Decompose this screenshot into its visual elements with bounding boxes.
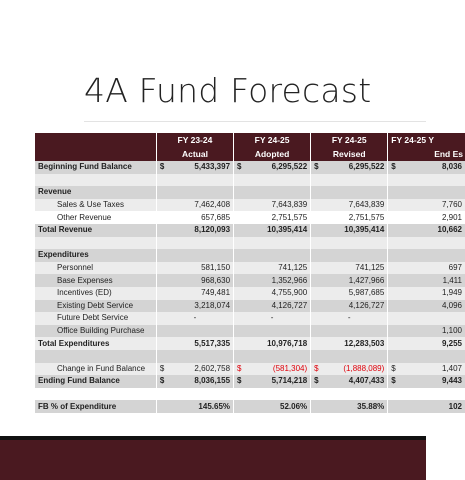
currency-symbol: $	[391, 363, 396, 373]
row-label: Total Expenditures	[35, 337, 156, 350]
value-cell-content	[160, 401, 230, 413]
header-cell: FY 24-25 Y	[388, 133, 465, 147]
cell-value: 1,949	[441, 288, 462, 298]
value-cell-content	[160, 212, 230, 224]
cell-value: 4,755,900	[271, 288, 308, 298]
currency-symbol: $	[237, 162, 242, 172]
table-row	[35, 312, 465, 325]
cell-value: 657,685	[201, 212, 231, 222]
value-cell	[234, 287, 311, 300]
value-cell-content	[237, 224, 307, 236]
value-cell-content	[391, 287, 462, 299]
cell-value: (1,888,089)	[343, 363, 385, 373]
header-cell	[35, 133, 156, 147]
currency-symbol: $	[391, 376, 396, 386]
value-cell	[388, 161, 465, 174]
value-cell	[234, 375, 311, 388]
table-row	[35, 274, 465, 287]
cell-value: 10,395,414	[344, 225, 385, 235]
row-label: Expenditures	[35, 249, 156, 262]
value-cell-content	[160, 224, 230, 236]
value-cell	[234, 199, 311, 212]
header-cell: Adopted	[234, 147, 311, 161]
value-cell	[234, 325, 311, 338]
table-row	[35, 337, 465, 350]
table-row	[35, 287, 465, 300]
value-cell-content	[391, 262, 462, 274]
value-cell	[388, 237, 465, 250]
value-cell	[388, 388, 465, 401]
cell-value: 3,218,074	[194, 300, 231, 310]
row-label: Office Building Purchase	[35, 325, 156, 338]
value-cell-content	[160, 363, 230, 375]
value-cell	[234, 300, 311, 313]
row-label	[35, 388, 156, 401]
value-cell	[311, 262, 388, 275]
currency-symbol: $	[391, 162, 396, 172]
cell-value: 145.65%	[198, 401, 231, 411]
value-cell	[234, 249, 311, 262]
value-cell	[156, 186, 233, 199]
value-cell-content	[237, 375, 307, 387]
value-cell	[234, 224, 311, 237]
value-cell-content	[314, 161, 384, 173]
header-cell	[35, 147, 156, 161]
row-label: FB % of Expenditure	[35, 400, 156, 413]
slide-title: 4A Fund Forecast	[84, 71, 372, 110]
row-label: Change in Fund Balance	[35, 363, 156, 376]
value-cell-content	[160, 338, 230, 350]
cell-value: -	[270, 313, 274, 323]
table-row	[35, 186, 465, 199]
value-cell-content	[314, 401, 384, 413]
value-cell	[156, 174, 233, 187]
value-cell-content	[391, 199, 462, 211]
cell-value: 1,427,966	[348, 275, 385, 285]
header-cell: FY 23-24	[156, 133, 233, 147]
value-cell	[388, 262, 465, 275]
table-row	[35, 249, 465, 262]
cell-value: 4,126,727	[271, 300, 308, 310]
header-row-types	[35, 147, 465, 161]
row-label: Base Expenses	[35, 274, 156, 287]
value-cell	[156, 249, 233, 262]
value-cell	[311, 249, 388, 262]
row-label	[35, 237, 156, 250]
value-cell	[311, 161, 388, 174]
value-cell	[234, 350, 311, 363]
value-cell-content	[314, 262, 384, 274]
value-cell	[156, 337, 233, 350]
header-row-years	[35, 133, 465, 147]
cell-value: 697	[448, 263, 462, 273]
value-cell	[311, 375, 388, 388]
cell-value: 10,976,718	[267, 338, 308, 348]
value-cell	[156, 237, 233, 250]
value-cell	[156, 312, 233, 325]
currency-symbol: $	[159, 376, 165, 386]
table-row	[35, 174, 465, 187]
value-cell-content	[237, 300, 307, 312]
value-cell-content	[160, 287, 230, 299]
cell-value: 10,395,414	[267, 225, 308, 235]
value-cell	[156, 325, 233, 338]
cell-value: 8,120,093	[194, 225, 231, 235]
forecast-table-container	[35, 133, 463, 426]
value-cell	[311, 211, 388, 224]
cell-value: 5,714,218	[271, 376, 308, 386]
value-cell	[311, 274, 388, 287]
value-cell	[156, 350, 233, 363]
row-label: Total Revenue	[35, 224, 156, 237]
cell-value: 7,760	[441, 200, 462, 210]
cell-value: 1,407	[441, 363, 462, 373]
value-cell	[234, 161, 311, 174]
value-cell-content	[237, 212, 307, 224]
cell-value: 5,987,685	[348, 288, 385, 298]
row-label: Ending Fund Balance	[35, 375, 156, 388]
value-cell	[311, 325, 388, 338]
value-cell	[234, 237, 311, 250]
cell-value: 12,283,503	[344, 338, 385, 348]
value-cell-content	[314, 363, 384, 375]
cell-value: 35.88%	[357, 401, 385, 411]
cell-value: 4,126,727	[348, 300, 385, 310]
value-cell-content	[391, 224, 462, 236]
value-cell-content	[391, 300, 462, 312]
value-cell-content	[160, 375, 230, 387]
cell-value: 1,352,966	[271, 275, 308, 285]
row-label: Sales & Use Taxes	[35, 199, 156, 212]
value-cell-content	[237, 161, 307, 173]
value-cell	[311, 199, 388, 212]
cell-value: 8,036	[441, 162, 462, 172]
footer-band	[0, 440, 426, 480]
value-cell	[234, 388, 311, 401]
value-cell-content	[391, 338, 462, 350]
cell-value: 6,295,522	[271, 162, 308, 172]
value-cell	[311, 388, 388, 401]
value-cell-content	[314, 375, 384, 387]
currency-symbol: $	[314, 162, 319, 172]
currency-symbol: $	[159, 363, 165, 373]
value-cell-content	[314, 338, 384, 350]
cell-value: 4,096	[441, 300, 462, 310]
cell-value: 7,643,839	[271, 200, 308, 210]
cell-value: 2,602,758	[194, 363, 231, 373]
value-cell	[311, 300, 388, 313]
table-row	[35, 237, 465, 250]
value-cell-content	[237, 363, 307, 375]
value-cell	[388, 363, 465, 376]
cell-value: 102	[448, 401, 462, 411]
row-label: Personnel	[35, 262, 156, 275]
currency-symbol: $	[237, 363, 242, 373]
value-cell-content	[237, 262, 307, 274]
value-cell	[311, 312, 388, 325]
value-cell	[156, 400, 233, 413]
cell-value: 2,751,575	[271, 212, 308, 222]
value-cell	[234, 174, 311, 187]
table-row	[35, 300, 465, 313]
cell-value: 10,662	[437, 225, 462, 235]
value-cell	[388, 312, 465, 325]
value-cell	[234, 262, 311, 275]
value-cell	[234, 337, 311, 350]
value-cell-content	[391, 363, 462, 375]
cell-value: 52.06%	[280, 401, 308, 411]
table-row	[35, 224, 465, 237]
cell-value: 749,481	[201, 288, 231, 298]
value-cell	[311, 224, 388, 237]
row-label	[35, 350, 156, 363]
value-cell	[388, 199, 465, 212]
value-cell	[388, 300, 465, 313]
value-cell-content	[237, 199, 307, 211]
value-cell	[388, 211, 465, 224]
value-cell-content	[314, 300, 384, 312]
table-row	[35, 350, 465, 363]
title-divider	[84, 121, 426, 122]
row-label: Other Revenue	[35, 211, 156, 224]
value-cell-content	[237, 401, 307, 413]
value-cell	[156, 211, 233, 224]
value-cell	[311, 237, 388, 250]
cell-value: 741,125	[355, 263, 385, 273]
value-cell-content	[314, 199, 384, 211]
row-label: Incentives (ED)	[35, 287, 156, 300]
value-cell	[388, 224, 465, 237]
row-label: Revenue	[35, 186, 156, 199]
currency-symbol: $	[159, 162, 165, 172]
value-cell-content	[391, 325, 462, 337]
cell-value: 2,901	[441, 212, 462, 222]
table-row	[35, 375, 465, 388]
value-cell-content	[314, 287, 384, 299]
cell-value: 5,517,335	[194, 338, 231, 348]
value-cell-content	[391, 375, 462, 387]
value-cell	[234, 211, 311, 224]
cell-value: 1,411	[442, 275, 462, 285]
cell-value: 7,462,408	[194, 200, 231, 210]
value-cell-content	[391, 161, 462, 173]
value-cell-content	[160, 300, 230, 312]
forecast-table	[35, 133, 465, 413]
table-row	[35, 388, 465, 401]
value-cell	[156, 363, 233, 376]
value-cell	[156, 224, 233, 237]
row-label: Future Debt Service	[35, 312, 156, 325]
table-row	[35, 262, 465, 275]
value-cell	[388, 274, 465, 287]
value-cell-content	[237, 312, 307, 324]
header-cell: FY 24-25	[311, 133, 388, 147]
value-cell-content	[391, 401, 462, 413]
value-cell	[156, 262, 233, 275]
value-cell-content	[314, 275, 384, 287]
cell-value: 6,295,522	[348, 162, 385, 172]
header-cell: Actual	[156, 147, 233, 161]
value-cell	[234, 312, 311, 325]
value-cell	[311, 174, 388, 187]
value-cell	[156, 388, 233, 401]
value-cell	[156, 161, 233, 174]
row-label	[35, 174, 156, 187]
currency-symbol: $	[237, 376, 242, 386]
value-cell-content	[391, 275, 462, 287]
value-cell	[311, 350, 388, 363]
value-cell	[388, 249, 465, 262]
cell-value: 741,125	[278, 263, 308, 273]
value-cell	[156, 287, 233, 300]
header-cell: End Es	[388, 147, 465, 161]
value-cell-content	[160, 161, 230, 173]
value-cell	[388, 174, 465, 187]
value-cell-content	[391, 212, 462, 224]
value-cell	[156, 274, 233, 287]
cell-value: 968,630	[201, 275, 231, 285]
value-cell	[234, 400, 311, 413]
table-row	[35, 363, 465, 376]
value-cell	[388, 400, 465, 413]
value-cell-content	[314, 224, 384, 236]
value-cell	[234, 274, 311, 287]
table-row	[35, 211, 465, 224]
cell-value: 2,751,575	[348, 212, 385, 222]
value-cell	[388, 375, 465, 388]
value-cell	[388, 350, 465, 363]
value-cell	[156, 300, 233, 313]
header-cell: FY 24-25	[234, 133, 311, 147]
table-row	[35, 325, 465, 338]
value-cell-content	[237, 287, 307, 299]
cell-value: 9,443	[441, 376, 462, 386]
cell-value: -	[193, 313, 197, 323]
value-cell	[311, 337, 388, 350]
cell-value: 4,407,433	[348, 376, 385, 386]
row-label: Existing Debt Service	[35, 300, 156, 313]
cell-value: -	[347, 313, 351, 323]
cell-value: 581,150	[201, 263, 231, 273]
header-cell: Revised	[311, 147, 388, 161]
value-cell	[388, 325, 465, 338]
table-row	[35, 161, 465, 174]
value-cell-content	[160, 275, 230, 287]
value-cell-content	[160, 199, 230, 211]
value-cell-content	[237, 275, 307, 287]
currency-symbol: $	[314, 376, 319, 386]
value-cell	[311, 186, 388, 199]
cell-value: 5,433,397	[194, 162, 231, 172]
currency-symbol: $	[314, 363, 319, 373]
value-cell	[311, 400, 388, 413]
value-cell	[156, 199, 233, 212]
row-label: Beginning Fund Balance	[35, 161, 156, 174]
value-cell	[234, 186, 311, 199]
value-cell-content	[237, 338, 307, 350]
value-cell-content	[314, 212, 384, 224]
cell-value: (581,304)	[272, 363, 308, 373]
cell-value: 1,100	[441, 326, 462, 336]
value-cell	[311, 363, 388, 376]
cell-value: 9,255	[441, 338, 462, 348]
cell-value: 8,036,155	[194, 376, 231, 386]
value-cell	[311, 287, 388, 300]
value-cell	[156, 375, 233, 388]
value-cell	[388, 287, 465, 300]
value-cell-content	[160, 262, 230, 274]
value-cell	[388, 337, 465, 350]
value-cell-content	[314, 312, 384, 324]
value-cell-content	[160, 312, 230, 324]
value-cell	[388, 186, 465, 199]
cell-value: 7,643,839	[348, 200, 385, 210]
table-row	[35, 199, 465, 212]
value-cell	[234, 363, 311, 376]
table-row	[35, 400, 465, 413]
